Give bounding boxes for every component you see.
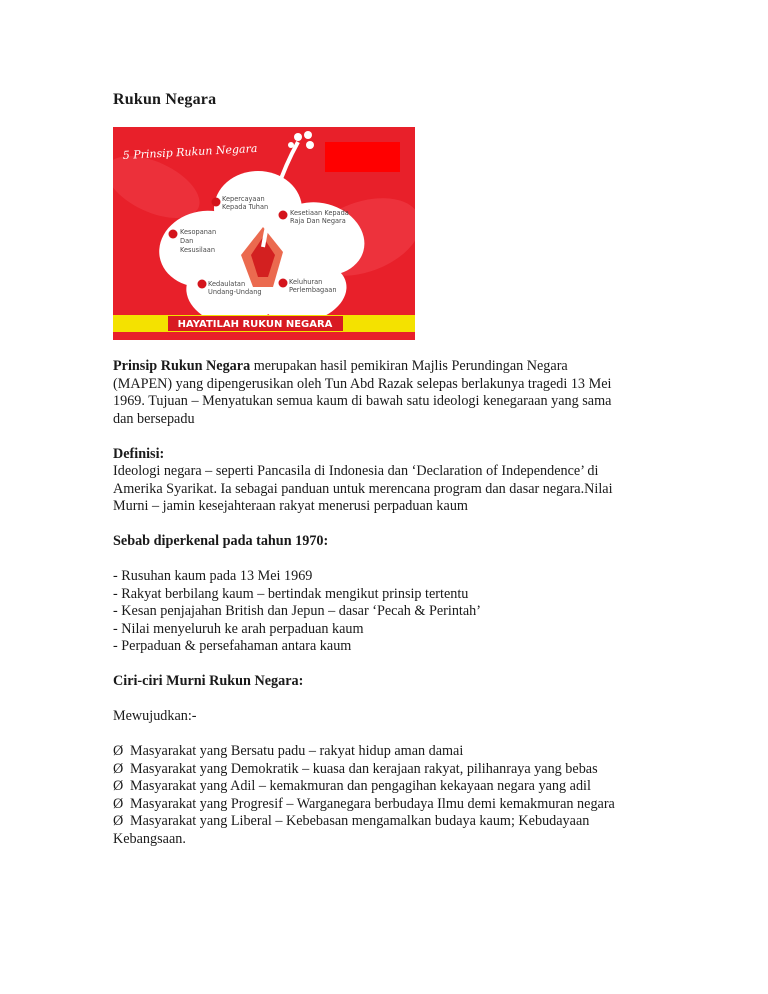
list-item: Ø Masyarakat yang Progresif – Warganegara berbudaya Ilmu demi kemakmuran negara <box>113 795 615 812</box>
svg-text:Undang-Undang: Undang-Undang <box>208 288 262 296</box>
bullet-icon: Ø <box>113 778 124 794</box>
ciri-intro: Mewujudkan:- <box>113 708 197 724</box>
svg-text:Kepada Tuhan: Kepada Tuhan <box>222 203 269 211</box>
list-item: Ø Masyarakat yang Liberal – Kebebasan mengamalkan budaya kaum; Kebudayaan <box>113 813 590 829</box>
list-item: - Perpaduan & persefahaman antara kaum <box>113 638 352 654</box>
list-item: Ø Masyarakat yang Adil – kemakmuran dan pengagihan kekayaan negara yang adil <box>113 778 591 794</box>
list-item: Ø Masyarakat yang Demokratik – kuasa dan kerajaan rakyat, pilihanraya yang bebas <box>113 760 598 777</box>
intro-paragraph <box>113 358 653 376</box>
list-item: - Kesan penjajahan British dan Jepun – dasar ‘Pecah & Perintah’ <box>113 603 481 619</box>
definisi-heading: Definisi: <box>113 445 165 462</box>
document-body <box>113 358 653 848</box>
intro-line: dan bersepadu <box>113 410 195 427</box>
definisi-line: Murni – jamin kesejahteraan rakyat menerusi perpaduan kaum <box>113 498 468 514</box>
list-item: - Rusuhan kaum pada 13 Mei 1969 <box>113 568 313 584</box>
poster-heading: 5 Prinsip Rukun Negara <box>122 141 258 162</box>
svg-text:Perlembagaan: Perlembagaan <box>289 286 337 294</box>
intro-line: merupakan hasil pemikiran Majlis Perundingan Negara <box>250 358 568 374</box>
svg-text:Kedaulatan: Kedaulatan <box>208 280 246 288</box>
list-item: - Nilai menyeluruh ke arah perpaduan kaum <box>113 620 364 637</box>
rukun-negara-poster <box>113 127 415 340</box>
svg-text:Kesopanan: Kesopanan <box>180 228 217 236</box>
svg-text:Dan: Dan <box>180 237 194 245</box>
svg-text:Kesusilaan: Kesusilaan <box>180 246 216 254</box>
bullet-icon: Ø <box>113 795 124 812</box>
bullet-icon: Ø <box>113 743 124 759</box>
intro-line: 1969. Tujuan – Menyatukan semua kaum di bawah satu ideologi kenegaraan yang sama <box>113 393 612 409</box>
intro-line: (MAPEN) yang dipengerusikan oleh Tun Abd Razak selepas berlakunya tragedi 13 Mei <box>113 375 612 392</box>
sebab-heading: Sebab diperkenal pada tahun 1970: <box>113 533 329 549</box>
svg-text:Kesetiaan Kepada: Kesetiaan Kepada <box>290 209 349 217</box>
list-item: - Rakyat berbilang kaum – bertindak mengikut prinsip tertentu <box>113 585 469 602</box>
bullet-icon: Ø <box>113 813 124 829</box>
page-title: Rukun Negara <box>113 91 217 108</box>
poster-banner: HAYATILAH RUKUN NEGARA <box>177 319 333 330</box>
svg-text:Keluhuran: Keluhuran <box>289 278 323 286</box>
list-item-continuation: Kebangsaan. <box>113 830 186 847</box>
definisi-line: Amerika Syarikat. Ia sebagai panduan untuk merencana program dan dasar negara.Nilai <box>113 480 613 497</box>
ciri-heading: Ciri-ciri Murni Rukun Negara: <box>113 673 304 689</box>
list-item: Ø Masyarakat yang Bersatu padu – rakyat hidup aman damai <box>113 743 464 759</box>
svg-text:Raja Dan Negara: Raja Dan Negara <box>290 217 346 225</box>
bullet-icon: Ø <box>113 760 124 777</box>
intro-lead: Prinsip Rukun Negara <box>113 358 251 374</box>
svg-text:Kepercayaan: Kepercayaan <box>222 195 265 203</box>
definisi-line: Ideologi negara – seperti Pancasila di Indonesia dan ‘Declaration of Independence’ di <box>113 463 599 479</box>
